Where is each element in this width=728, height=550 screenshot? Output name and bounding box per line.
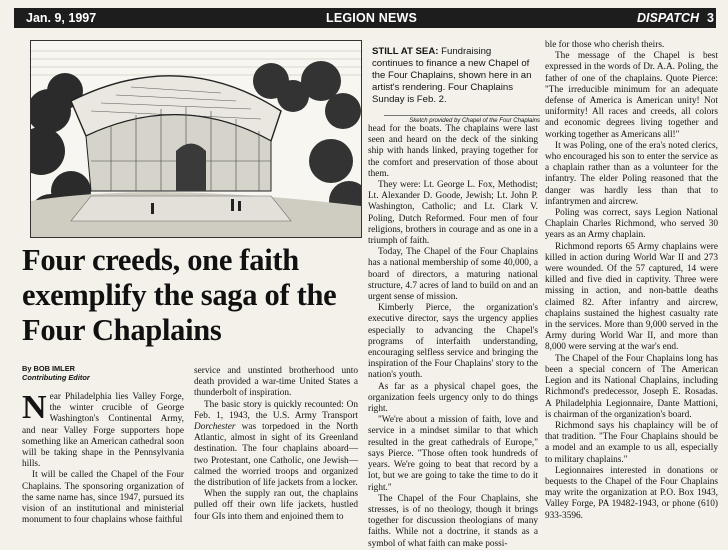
page-header-bar xyxy=(14,8,716,28)
paragraph: Legionnaires interested in donations or bequests to the Chapel of the Four Chaplains may write the organization at P.O. Box 1943, Valley Forge, PA 19482-1943, or phone (610) 933-3596. xyxy=(545,465,718,521)
paragraph: head for the boats. The chaplains were last seen and heard on the deck of the sinking ship with hands linked, praying together for the comfort and preservation of those about them. xyxy=(368,124,538,179)
ship-name: Dorchester xyxy=(194,422,236,433)
article-column-1 xyxy=(22,389,184,526)
paragraph: The Chapel of the Four Chaplains long has been a special concern of The American Legion and its National Chaplains, including Richmond's predecessor, Joseph E. Rosadas. A Philadelphia Legionnaire, Dante Mattioni, is chairman of the organization's board. xyxy=(545,353,718,420)
paragraph: They were: Lt. George L. Fox, Methodist; Lt. Alexander D. Goode, Jewish; Lt. John P. Washington, Catholic; and Lt. Clark V. Poling, Dutch Reformed. Four men of four religions, brothers in courage and as one in a triumph of faith. xyxy=(368,180,538,247)
paragraph: As far as a physical chapel goes, the organization feels urgency only to do things right. xyxy=(368,381,538,415)
paragraph: It will be called the Chapel of the Four Chaplains. The sponsoring organization of the same name has, since 1947, pursued its vision of an institutional and ministerial monument to four chaplains whose faithful xyxy=(22,470,184,526)
paragraph: The message of the Chapel is best expressed in the words of Dr. A.A. Poling, the father of one of the chaplains. Quote Pierce: "The irreducible minimum for an adequate defense of America is American unity! Not uniformity! All races and creeds, all colors and economic degrees living together and working together as Americans all!" xyxy=(545,51,718,140)
paragraph: "We're about a mission of faith, love and service in a mindset similar to that which resulted in the great cathedrals of Europe," says Pierce. "Those often took hundreds of years. We're going to beat that record by a lot, but we are going to take the time to do it right." xyxy=(368,415,538,493)
paragraph: Richmond reports 65 Army chaplains were killed in action during World War II and 273 were wounded. Of the 57 captured, 14 were killed and five died in captivity. Three were missing in action, and non-battle deaths claimed 82. After infantry and aircrew, chaplains sustained the highest casualty rate in the services. More than 9,000 served in the Army during World War II, and more than 8,000 were serving at the war's end. xyxy=(545,241,718,353)
paragraph: Richmond says his chaplaincy will be of that tradition. "The Four Chaplains should be a model and an example to us all, especially to military chaplains." xyxy=(545,420,718,465)
paragraph: service and unstinted brotherhood unto death provided a war-time United States a thunderbolt of inspiration. xyxy=(194,366,358,399)
photo-caption xyxy=(372,46,532,106)
author-role: Contributing Editor xyxy=(22,373,90,382)
issue-date: Jan. 9, 1997 xyxy=(26,11,97,25)
paragraph: Near Philadelphia lies Valley Forge, the winter crucible of George Washington's Continental Army, and near Valley Forge supporters hope something like an American cathedral soon will be taking shape in the Pennsylvania hills. xyxy=(22,389,184,470)
article-column-3 xyxy=(368,124,538,550)
paragraph: When the supply ran out, the chaplains pulled off their own life jackets, hustled four GIs into them and enjoined them to xyxy=(194,489,358,522)
drop-cap: N xyxy=(22,389,47,426)
paragraph: The Chapel of the Four Chaplains, she stresses, is of no theology, though it brings together for discussion theologians of many faiths. While not a doctrine, it stands as a symbol of what faith can make possi- xyxy=(368,493,538,549)
paragraph: Kimberly Pierce, the organization's executive director, says the urgency applies especially to advancing the Chapel's programs of interfaith understanding, encouraging selfless service and bringing the inspiration of the Four Chaplains' story to the nation's youth. xyxy=(368,303,538,381)
paragraph: ble for those who cherish theirs. xyxy=(545,40,665,50)
article-column-2 xyxy=(194,366,358,523)
publication-name: DISPATCH 3 xyxy=(637,11,714,25)
author: By BOB IMLER xyxy=(22,364,75,373)
sketch-credit: Sketch provided by Chapel of the Four Chaplains xyxy=(384,115,540,124)
section-name: LEGION NEWS xyxy=(326,11,418,25)
page-number: 3 xyxy=(707,11,714,25)
chapel-illustration xyxy=(30,40,362,238)
paragraph: It was Poling, one of the era's noted clerics, who encouraged his son to enter the service as a chaplain rather than as a volunteer for the infantry. The elder Poling reasoned that the danger was hardly less than that to infantrymen and aircrew. xyxy=(545,140,718,207)
caption-lead: STILL AT SEA: xyxy=(372,46,439,57)
paragraph: Today, The Chapel of the Four Chaplains has a national membership of some 40,000, a board of directors, a maturing national structure, 4.7 acres of land to build on and an urgent sense of mission. xyxy=(368,247,538,303)
byline xyxy=(22,364,182,382)
caption-text: Fundraising continues to finance a new Chapel of the Four Chaplains, shown here in an artist's rendering. Four Chaplains Sunday is Feb. 2. xyxy=(372,46,532,105)
article-column-4 xyxy=(545,40,718,522)
article-headline: Four creeds, one faith exemplify the saga of the Four Chaplains xyxy=(22,243,337,347)
paragraph: Poling was correct, says Legion National Chaplain Charles Richmond, who served 30 years as an Army chaplain. xyxy=(545,208,718,241)
paragraph: The basic story is quickly recounted: On Feb. 1, 1943, the U.S. Army Transport Dorchester was torpedoed in the North Atlantic, almost in sight of its Greenland destination. The four chaplains aboard—two Protestant, one Catholic, one Jewish—calmed the worried troops and organized the distribution of life jackets from a locker. xyxy=(194,399,358,489)
